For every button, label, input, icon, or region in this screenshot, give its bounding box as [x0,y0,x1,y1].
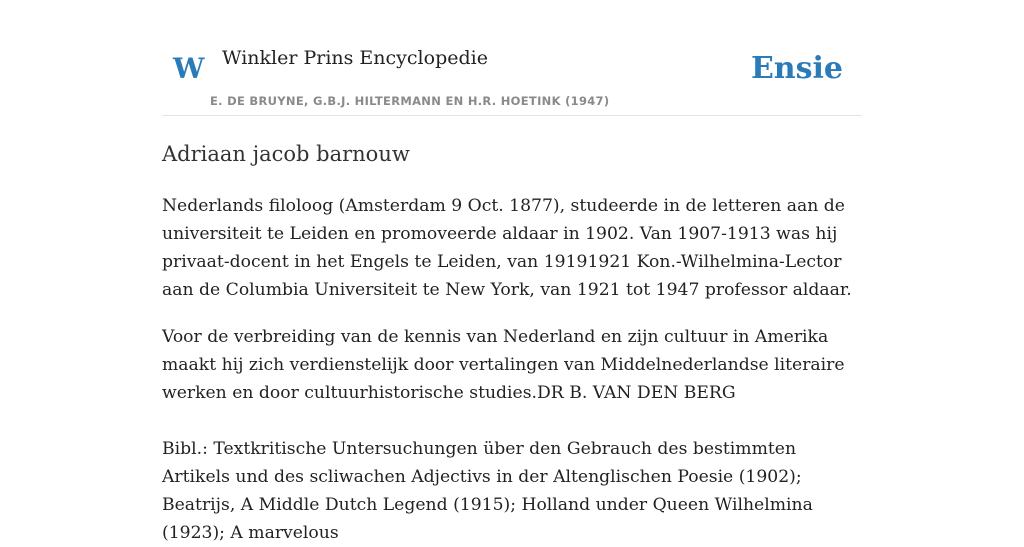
article-paragraph: Voor de verbreiding van de kennis van Nederland en zijn cultuur in Amerika maakt hij zich verdienstelijk door vertalingen van Middelnederlandse literaire werken en door cultuurhistorische studies.DR B. VAN DEN BERG [162,327,845,403]
content-container [162,0,862,543]
article-bibliography: Bibl.: Textkritische Untersuchungen über den Gebrauch des bestimmten Artikels und des scliwachen Adjectivs in der Altenglischen Poesie (1902); Beatrijs, A Middle Dutch Legend (1915); Holland under Queen Wilhelmina (1923); A marvelous [162,439,813,543]
publication-logo-icon[interactable]: W [173,52,205,85]
ensie-brand-logo[interactable]: Ensie [750,51,843,86]
article-title: Adriaan jacob barnouw [162,142,410,166]
publication-title[interactable]: Winkler Prins Encyclopedie [222,47,488,69]
publication-authors: E. DE BRUYNE, G.B.J. HILTERMANN EN H.R. HOETINK (1947) [210,94,610,108]
publication-header [162,0,862,116]
article-paragraph: Nederlands filoloog (Amsterdam 9 Oct. 1877), studeerde in de letteren aan de universiteit te Leiden en promoveerde aldaar in 1902. Van 1907-1913 was hij privaat-docent in het Engels te Leiden, van 19191921 Kon.-Wilhelmina-Lector aan de Columbia Universiteit te New York, van 1921 tot 1947 professor aldaar. [162,196,852,300]
